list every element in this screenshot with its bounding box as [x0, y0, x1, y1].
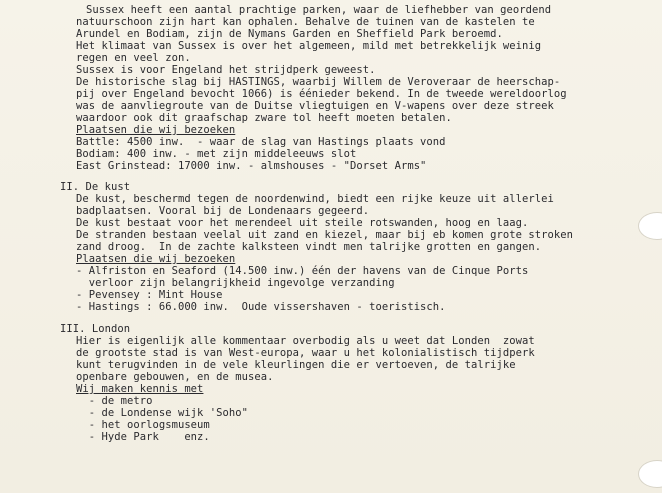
text-line: De kust bestaat voor het merendeel uit steile rotswanden, hoog en laag.	[76, 217, 529, 229]
text-line: Sussex heeft een aantal prachtige parken, waar de liefhebber van geordend	[86, 4, 552, 16]
text-line: pij over Engeland bevocht 1066) is éénieder bekend. In de tweede wereldoorlog	[76, 88, 567, 100]
list-item: - de Londense wijk 'Soho"	[76, 407, 249, 419]
list-item: - Pevensey : Mint House	[76, 289, 223, 301]
text-line: was de aanvliegroute van de Duitse vliegtuigen en V-wapens over deze streek	[76, 100, 554, 112]
list-item: verloor zijn belangrijkheid ingevolge verzanding	[76, 277, 395, 289]
list-item: - Hastings : 66.000 inw. Oude vissershaven - toeristisch.	[76, 301, 446, 313]
text-line: natuurschoon zijn hart kan ophalen. Behalve de tuinen van de kastelen te	[76, 16, 535, 28]
text-line: Het klimaat van Sussex is over het algemeen, mild met betrekkelijk weinig	[76, 40, 542, 52]
text-line: kunt terugvinden in de vele kleurlingen die er vertoeven, de talrijke	[76, 359, 516, 371]
text-line: De stranden bestaan veelal uit zand en kiezel, maar bij eb komen grote stroken	[76, 229, 573, 241]
text-line: East Grinstead: 17000 inw. - almshouses - "Dorset Arms"	[76, 160, 427, 172]
text-line: Bodiam: 400 inw. - met zijn middeleeuws slot	[76, 148, 357, 160]
section-heading: II. De kust	[60, 181, 131, 193]
text-line: openbare gebouwen, en de musea.	[76, 371, 274, 383]
text-line: badplaatsen. Vooral bij de Londenaars gegeerd.	[76, 205, 370, 217]
list-item: - Hyde Park enz.	[76, 431, 210, 443]
text-line: De kust, beschermd tegen de noordenwind, biedt een rijke keuze uit allerlei	[76, 193, 554, 205]
text-line: Sussex is voor Engeland het strijdperk geweest.	[76, 64, 376, 76]
list-item: - Alfriston en Seaford (14.500 inw.) één der havens van de Cinque Ports	[76, 265, 529, 277]
section-subheading: Plaatsen die wij bezoeken	[76, 253, 236, 265]
text-line: zand droog. In de zachte kalksteen vindt men talrijke grotten en gangen.	[76, 241, 542, 253]
list-item: - het oorlogsmuseum	[76, 419, 210, 431]
text-line: Arundel en Bodiam, zijn de Nymans Garden en Sheffield Park beroemd.	[76, 28, 503, 40]
section-subheading: Wij maken kennis met	[76, 383, 204, 395]
punch-hole	[638, 212, 662, 240]
punch-hole	[638, 460, 662, 488]
text-line: Battle: 4500 inw. - waar de slag van Hastings plaats vond	[76, 136, 446, 148]
section-subheading: Plaatsen die wij bezoeken	[76, 124, 236, 136]
list-item: - de metro	[76, 395, 153, 407]
section-heading: III. London	[60, 323, 131, 335]
text-line: regen en veel zon.	[76, 52, 191, 64]
text-line: Hier is eigenlijk alle kommentaar overbodig als u weet dat Londen zowat	[76, 335, 535, 347]
text-line: de grootste stad is van West-europa, waar u het kolonialistisch tijdperk	[76, 347, 535, 359]
text-line: waardoor ook dit graafschap zware tol heeft moeten betalen.	[76, 112, 452, 124]
text-line: De historische slag bij HASTINGS, waarbij Willem de Veroveraar de heerschap-	[76, 76, 561, 88]
